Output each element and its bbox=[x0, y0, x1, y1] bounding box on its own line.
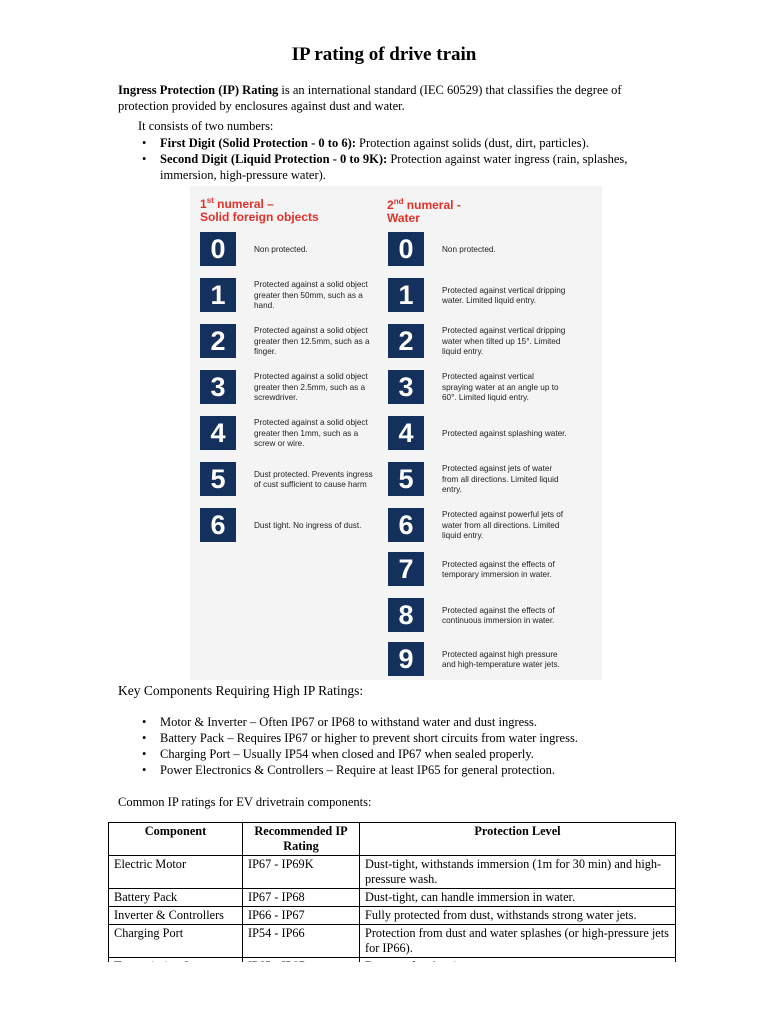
list-item bbox=[138, 135, 658, 151]
table-cell: IP67 - IP69K bbox=[243, 856, 360, 889]
digit-description: Protected against a solid object greater then 50mm, such as a hand. bbox=[254, 280, 368, 311]
column-header: Recommended IP Rating bbox=[243, 823, 360, 856]
digit-box: 2 bbox=[388, 324, 424, 358]
digit-box: 5 bbox=[200, 462, 236, 496]
digit-box: 2 bbox=[200, 324, 236, 358]
intro-text: is an international standard (IEC 60529) that classifies the degree of bbox=[278, 83, 622, 97]
digit-box: 3 bbox=[200, 370, 236, 404]
list-item: • Battery Pack – Requires IP67 or higher to prevent short circuits from water ingress. bbox=[138, 730, 698, 746]
table-row bbox=[109, 907, 676, 925]
list-item: • Charging Port – Usually IP54 when closed and IP67 when sealed properly. bbox=[138, 746, 698, 762]
digit-description: Non protected. bbox=[254, 244, 308, 254]
digit-box: 4 bbox=[200, 416, 236, 450]
solid-column-heading: 1st numeral – Solid foreign objects bbox=[200, 196, 319, 224]
intro-paragraph bbox=[118, 82, 658, 114]
digit-box: 3 bbox=[388, 370, 424, 404]
digit-text: Protection against solids (dust, dirt, particles). bbox=[355, 136, 589, 150]
digit-label: First Digit (Solid Protection - 0 to 6): bbox=[160, 136, 356, 150]
intro-text-line2: protection provided by enclosures against dust and water. bbox=[118, 99, 405, 113]
table-heading: Common IP ratings for EV drivetrain components: bbox=[118, 795, 372, 809]
digit-description: Protected against vertical dripping water. Limited liquid entry. bbox=[442, 285, 566, 305]
digit-description: Protected against the effects of continuous immersion in water. bbox=[442, 605, 555, 625]
list-item: • Power Electronics & Controllers – Require at least IP65 for general protection. bbox=[138, 762, 698, 778]
digit-description: Protected against powerful jets of water from all directions. Limited liquid entry. bbox=[442, 510, 564, 541]
digit-description: Protected against vertical dripping water when tilted up 15°. Limited liquid entry. bbox=[442, 326, 566, 357]
digit-box: 1 bbox=[200, 278, 236, 312]
digit-label: Second Digit (Liquid Protection - 0 to 9K): bbox=[160, 152, 388, 166]
digit-description: Protected against jets of water from all directions. Limited liquid entry. bbox=[442, 464, 559, 495]
table-header-row bbox=[109, 823, 676, 856]
table-row bbox=[109, 856, 676, 889]
digit-description: Dust protected. Prevents ingress of cust sufficient to cause harm bbox=[254, 469, 373, 489]
digit-box: 6 bbox=[388, 508, 424, 542]
water-column-heading: 2nd numeral - Water bbox=[387, 197, 461, 225]
table-cell: Charging Port bbox=[109, 925, 243, 958]
digit-box: 0 bbox=[200, 232, 236, 266]
digit-box: 6 bbox=[200, 508, 236, 542]
table-row bbox=[109, 889, 676, 907]
page-crop-mask bbox=[0, 962, 768, 1024]
digit-description: Protected against a solid object greater then 1mm, such as a screw or wire. bbox=[254, 418, 368, 449]
list-item: • Motor & Inverter – Often IP67 or IP68 to withstand water and dust ingress. bbox=[138, 714, 698, 730]
consists-text: It consists of two numbers: bbox=[138, 119, 274, 133]
intro-term: Ingress Protection (IP) Rating bbox=[118, 83, 279, 97]
ip-ratings-table bbox=[108, 822, 676, 976]
digit-description: Protected against a solid object greater then 2.5mm, such as a screwdriver. bbox=[254, 372, 368, 403]
digit-box: 4 bbox=[388, 416, 424, 450]
digit-box: 8 bbox=[388, 598, 424, 632]
digit-description: Protected against high pressure and high-temperature water jets. bbox=[442, 649, 560, 669]
table-cell: Dust-tight, can handle immersion in water. bbox=[360, 889, 676, 907]
column-header: Protection Level bbox=[360, 823, 676, 856]
list-item bbox=[138, 151, 658, 183]
digit-description: Protected against splashing water. bbox=[442, 428, 567, 438]
digit-box: 1 bbox=[388, 278, 424, 312]
page-title: IP rating of drive train bbox=[291, 44, 477, 65]
column-header: Component bbox=[109, 823, 243, 856]
table-cell: IP66 - IP67 bbox=[243, 907, 360, 925]
key-components-heading: Key Components Requiring High IP Ratings: bbox=[118, 683, 364, 698]
ip-rating-figure bbox=[190, 186, 602, 680]
key-components-list bbox=[138, 714, 698, 778]
table-cell: Battery Pack bbox=[109, 889, 243, 907]
digit-description: Protected against the effects of temporary immersion in water. bbox=[442, 559, 555, 579]
digit-list bbox=[138, 135, 658, 183]
table-cell: Inverter & Controllers bbox=[109, 907, 243, 925]
digit-description: Dust tight. No ingress of dust. bbox=[254, 520, 362, 530]
table-row bbox=[109, 925, 676, 958]
digit-box: 0 bbox=[388, 232, 424, 266]
table-cell: Electric Motor bbox=[109, 856, 243, 889]
digit-text: Protection against water ingress (rain, splashes, immersion, high-pressure water). bbox=[160, 152, 628, 182]
digit-box: 9 bbox=[388, 642, 424, 676]
table-cell: IP54 - IP66 bbox=[243, 925, 360, 958]
table-cell: IP67 - IP68 bbox=[243, 889, 360, 907]
table-cell: Dust-tight, withstands immersion (1m for 30 min) and high-pressure wash. bbox=[360, 856, 676, 889]
digit-description: Protected against a solid object greater then 12.5mm, such as a finger. bbox=[254, 326, 370, 357]
digit-box: 5 bbox=[388, 462, 424, 496]
table-cell: Protection from dust and water splashes (or high-pressure jets for IP66). bbox=[360, 925, 676, 958]
digit-description: Protected against vertical spraying water at an angle up to 60°. Limited liquid entry. bbox=[442, 372, 559, 403]
table-cell: Fully protected from dust, withstands strong water jets. bbox=[360, 907, 676, 925]
digit-box: 7 bbox=[388, 552, 424, 586]
digit-description: Non protected. bbox=[442, 244, 496, 254]
